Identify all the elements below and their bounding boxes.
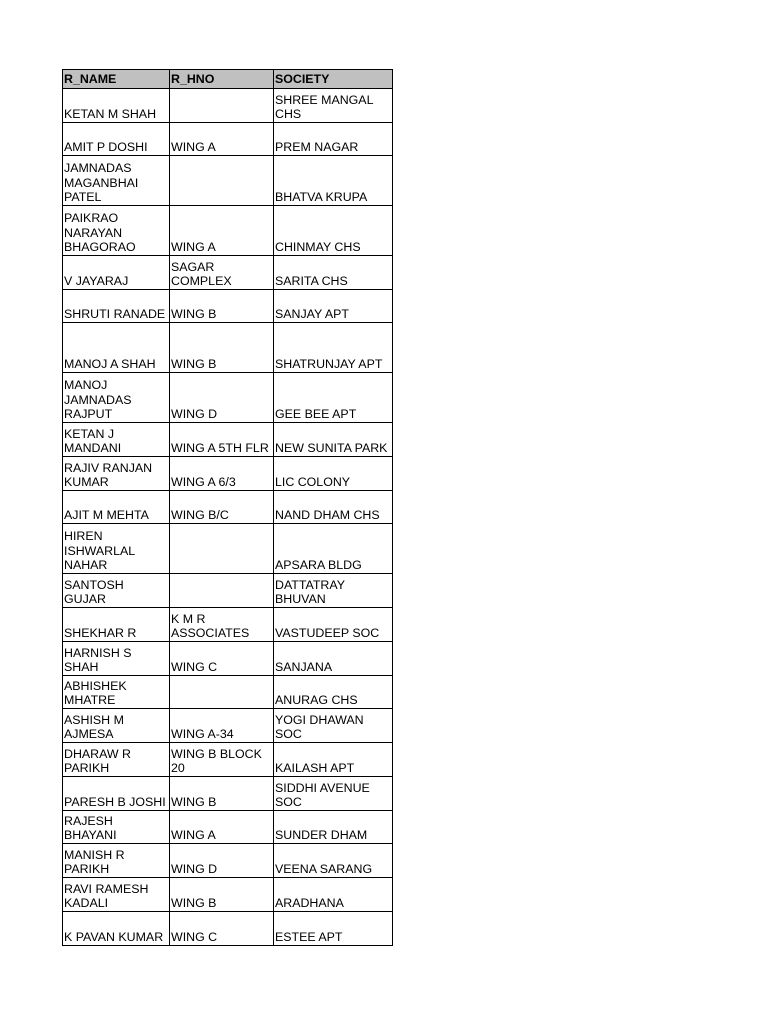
table-row bbox=[63, 206, 393, 256]
table-row bbox=[63, 811, 393, 844]
cell-r-name: K PAVAN KUMAR bbox=[63, 912, 170, 946]
cell-r-name: RAVI RAMESH KADALI bbox=[63, 878, 170, 912]
cell-r-hno: WING A 5TH FLR bbox=[170, 423, 274, 457]
cell-r-hno: WING B bbox=[170, 323, 274, 373]
cell-r-name: HARNISH S SHAH bbox=[63, 642, 170, 676]
cell-society: VEENA SARANG bbox=[274, 844, 393, 878]
cell-r-hno bbox=[170, 574, 274, 608]
table-row bbox=[63, 457, 393, 491]
cell-r-name: AJIT M MEHTA bbox=[63, 491, 170, 524]
cell-society: KAILASH APT bbox=[274, 743, 393, 777]
cell-r-hno: WING A bbox=[170, 811, 274, 844]
cell-r-hno bbox=[170, 676, 274, 709]
cell-society: ANURAG CHS bbox=[274, 676, 393, 709]
cell-r-name: RAJESH BHAYANI bbox=[63, 811, 170, 844]
cell-r-name: ABHISHEK MHATRE bbox=[63, 676, 170, 709]
cell-r-name: MANISH R PARIKH bbox=[63, 844, 170, 878]
cell-society: YOGI DHAWAN SOC bbox=[274, 709, 393, 743]
cell-r-hno: K M R ASSOCIATES bbox=[170, 608, 274, 642]
cell-r-name: ASHISH M AJMESA bbox=[63, 709, 170, 743]
cell-r-name: SANTOSH GUJAR bbox=[63, 574, 170, 608]
cell-r-hno: WING A 6/3 bbox=[170, 457, 274, 491]
cell-r-name: KETAN J MANDANI bbox=[63, 423, 170, 457]
cell-r-hno: WING C bbox=[170, 912, 274, 946]
table-row bbox=[63, 423, 393, 457]
cell-society: APSARA BLDG bbox=[274, 524, 393, 574]
table-row bbox=[63, 524, 393, 574]
cell-society: NAND DHAM CHS bbox=[274, 491, 393, 524]
cell-r-name: SHRUTI RANADE bbox=[63, 290, 170, 323]
cell-society: LIC COLONY bbox=[274, 457, 393, 491]
cell-r-name: MANOJ JAMNADAS RAJPUT bbox=[63, 373, 170, 423]
cell-r-name: V JAYARAJ bbox=[63, 256, 170, 290]
table-row bbox=[63, 373, 393, 423]
cell-r-name: DHARAW R PARIKH bbox=[63, 743, 170, 777]
table-row bbox=[63, 574, 393, 608]
cell-society: VASTUDEEP SOC bbox=[274, 608, 393, 642]
cell-r-name: AMIT P DOSHI bbox=[63, 123, 170, 156]
table-row bbox=[63, 156, 393, 206]
cell-r-hno: WING A bbox=[170, 123, 274, 156]
cell-r-name: HIREN ISHWARLAL NAHAR bbox=[63, 524, 170, 574]
cell-r-name: KETAN M SHAH bbox=[63, 89, 170, 123]
cell-r-hno: WING B bbox=[170, 878, 274, 912]
header-society: SOCIETY bbox=[274, 70, 393, 89]
table-row bbox=[63, 777, 393, 811]
cell-r-hno: WING B/C bbox=[170, 491, 274, 524]
cell-society: SANJANA bbox=[274, 642, 393, 676]
cell-r-hno: WING C bbox=[170, 642, 274, 676]
cell-r-name: PAIKRAO NARAYAN BHAGORAO bbox=[63, 206, 170, 256]
table-row bbox=[63, 256, 393, 290]
cell-r-hno: WING B BLOCK 20 bbox=[170, 743, 274, 777]
table-row bbox=[63, 709, 393, 743]
cell-r-name: RAJIV RANJAN KUMAR bbox=[63, 457, 170, 491]
cell-r-hno: WING A-34 bbox=[170, 709, 274, 743]
header-r-name: R_NAME bbox=[63, 70, 170, 89]
table-row bbox=[63, 676, 393, 709]
cell-society: SUNDER DHAM bbox=[274, 811, 393, 844]
table-row bbox=[63, 89, 393, 123]
cell-society: BHATVA KRUPA bbox=[274, 156, 393, 206]
cell-r-name: MANOJ A SHAH bbox=[63, 323, 170, 373]
cell-society: NEW SUNITA PARK bbox=[274, 423, 393, 457]
cell-r-name: SHEKHAR R bbox=[63, 608, 170, 642]
cell-society: DATTATRAY BHUVAN bbox=[274, 574, 393, 608]
cell-r-hno bbox=[170, 89, 274, 123]
cell-r-hno: WING D bbox=[170, 373, 274, 423]
table-row bbox=[63, 491, 393, 524]
table-row bbox=[63, 743, 393, 777]
cell-r-name: JAMNADAS MAGANBHAI PATEL bbox=[63, 156, 170, 206]
cell-r-hno bbox=[170, 524, 274, 574]
table-row bbox=[63, 844, 393, 878]
table-row bbox=[63, 912, 393, 946]
cell-society: PREM NAGAR bbox=[274, 123, 393, 156]
cell-society: ARADHANA bbox=[274, 878, 393, 912]
cell-r-name: PARESH B JOSHI bbox=[63, 777, 170, 811]
table-row bbox=[63, 608, 393, 642]
cell-society: SHATRUNJAY APT bbox=[274, 323, 393, 373]
cell-society: GEE BEE APT bbox=[274, 373, 393, 423]
cell-society: SARITA CHS bbox=[274, 256, 393, 290]
header-row bbox=[63, 70, 393, 89]
cell-society: CHINMAY CHS bbox=[274, 206, 393, 256]
header-r-hno: R_HNO bbox=[170, 70, 274, 89]
residents-table bbox=[62, 69, 393, 946]
cell-society: SHREE MANGAL CHS bbox=[274, 89, 393, 123]
table-row bbox=[63, 323, 393, 373]
cell-society: SANJAY APT bbox=[274, 290, 393, 323]
cell-r-hno bbox=[170, 156, 274, 206]
cell-r-hno: WING D bbox=[170, 844, 274, 878]
cell-r-hno: WING B bbox=[170, 777, 274, 811]
table-row bbox=[63, 290, 393, 323]
cell-society: ESTEE APT bbox=[274, 912, 393, 946]
cell-r-hno: WING A bbox=[170, 206, 274, 256]
cell-society: SIDDHI AVENUE SOC bbox=[274, 777, 393, 811]
table-row bbox=[63, 123, 393, 156]
table-row bbox=[63, 878, 393, 912]
cell-r-hno: WING B bbox=[170, 290, 274, 323]
table-row bbox=[63, 642, 393, 676]
cell-r-hno: SAGAR COMPLEX bbox=[170, 256, 274, 290]
